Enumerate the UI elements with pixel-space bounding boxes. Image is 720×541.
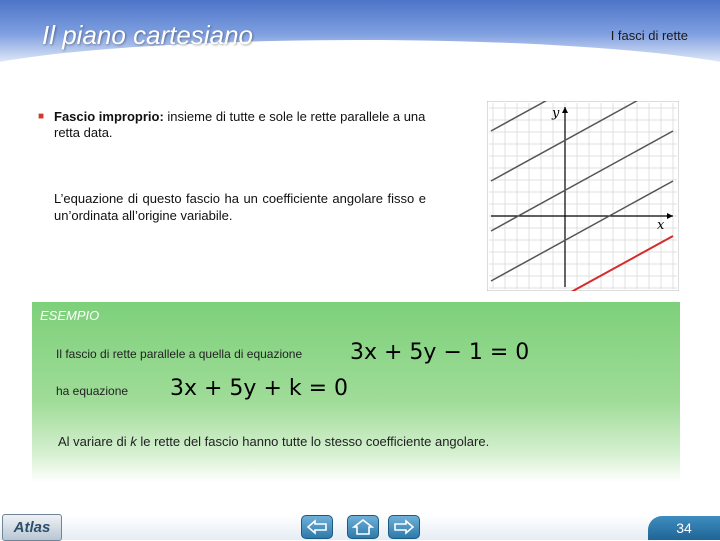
graph-frame [487,101,679,291]
page-title: Il piano cartesiano [42,20,254,50]
forward-arrow-icon [389,516,419,538]
example-label: ESEMPIO [40,308,100,323]
forward-button[interactable] [388,515,420,539]
example-text-3-pre: Al variare di [58,434,131,449]
example-text-1: Il fascio di rette parallele a quella di equazione [56,347,303,361]
home-button[interactable] [347,515,379,539]
y-axis-label: y [552,106,560,121]
bullet-text [54,109,434,141]
bullet-definition: insieme di tutte e sole le rette parallele a una retta data. [54,109,426,140]
equation-2: 3x + 5y + k = 0 [170,376,349,401]
home-icon [348,516,378,538]
example-text-2: ha equazione [56,384,129,398]
example-box [32,302,680,482]
example-variable-k: k [130,434,137,449]
example-text-3-post: le rette del fascio hanno tutte lo stesso coefficiente angolare. [136,434,490,449]
bullet-term: Fascio improprio: [54,109,164,124]
back-button[interactable] [301,515,333,539]
description-paragraph: L’equazione di questo fascio ha un coefficiente angolare fisso e un’ordinata all’origine variabile. [54,191,426,223]
parallel-lines-graph [487,101,679,291]
bullet-icon: ■ [38,111,45,122]
back-arrow-icon [302,516,332,538]
page-number: 34 [648,516,720,540]
section-title: I fasci di rette [610,28,688,43]
equation-1: 3x + 5y − 1 = 0 [350,340,530,365]
x-axis-label: x [657,218,665,233]
atlas-logo: Atlas [2,514,62,541]
example-text-3 [58,434,489,449]
